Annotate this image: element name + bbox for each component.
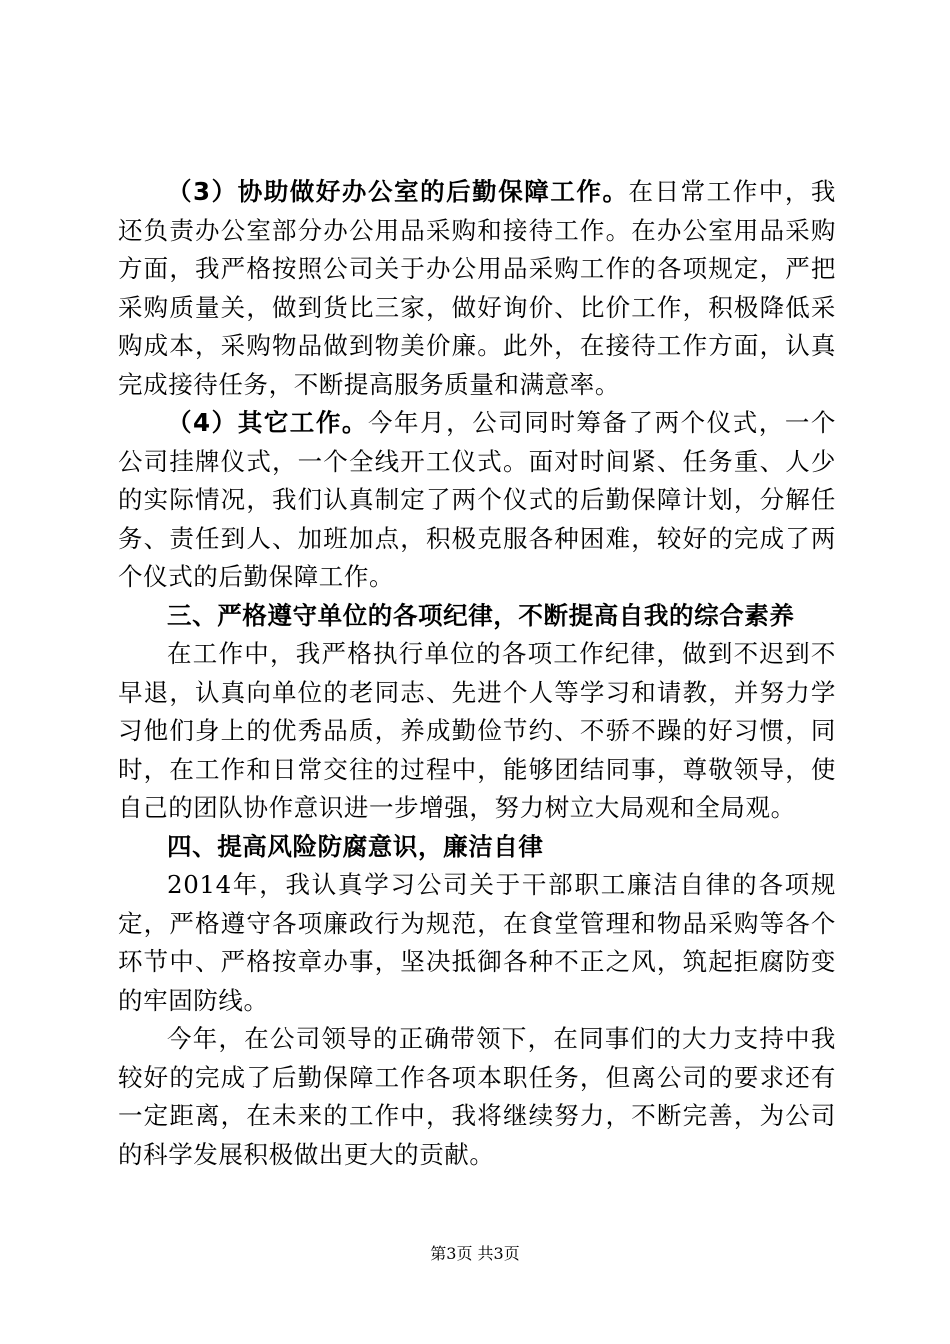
paragraph-logistics-office bbox=[118, 173, 836, 404]
paragraph-discipline: 在工作中，我严格执行单位的各项工作纪律，做到不迟到不早退，认真向单位的老同志、先进个人等学习和请教，并努力学习他们身上的优秀品质，养成勤俭节约、不骄不躁的好习惯，同时，在工作和日常交往的过程中，能够团结同事，尊敬领导，使自己的团队协作意识进一步增强，努力树立大局观和全局观。 bbox=[118, 639, 836, 822]
paragraph-other-work bbox=[118, 404, 836, 597]
paragraph-lead: （4）其它工作。 bbox=[167, 408, 368, 437]
paragraph-integrity: 2014年，我认真学习公司关于干部职工廉洁自律的各项规定，严格遵守各项廉政行为规范，在食堂管理和物品采购等各个环节中、严格按章办事，坚决抵御各种不正之风，筑起拒腐防变的牢固防线。 bbox=[118, 870, 836, 1015]
paragraph-conclusion: 今年，在公司领导的正确带领下，在同事们的大力支持中我较好的完成了后勤保障工作各项本职任务，但离公司的要求还有一定距离，在未来的工作中，我将继续努力，不断完善，为公司的科学发展积极做出更大的贡献。 bbox=[118, 1024, 836, 1169]
paragraph-lead: （3）协助做好办公室的后勤保障工作。 bbox=[167, 177, 629, 206]
paragraph-text: 今年月，公司同时筹备了两个仪式，一个公司挂牌仪式，一个全线开工仪式。面对时间紧、任务重、人少的实际情况，我们认真制定了两个仪式的后勤保障计划，分解任务、责任到人、加班加点，积极克服各种困难，较好的完成了两个仪式的后勤保障工作。 bbox=[118, 408, 836, 591]
section-heading-discipline: 三、严格遵守单位的各项纪律，不断提高自我的综合素养 bbox=[167, 600, 795, 630]
section-heading-integrity: 四、提高风险防腐意识，廉洁自律 bbox=[167, 831, 544, 861]
paragraph-text: 在日常工作中，我还负责办公室部分办公用品采购和接待工作。在办公室用品采购方面，我严格按照公司关于办公用品采购工作的各项规定，严把采购质量关，做到货比三家，做好询价、比价工作，积极降低采购成本，采购物品做到物美价廉。此外，在接待工作方面，认真完成接待任务，不断提高服务质量和满意率。 bbox=[118, 177, 836, 399]
page-footer: 第3页 共3页 bbox=[430, 1244, 520, 1263]
document-body bbox=[118, 173, 836, 1174]
